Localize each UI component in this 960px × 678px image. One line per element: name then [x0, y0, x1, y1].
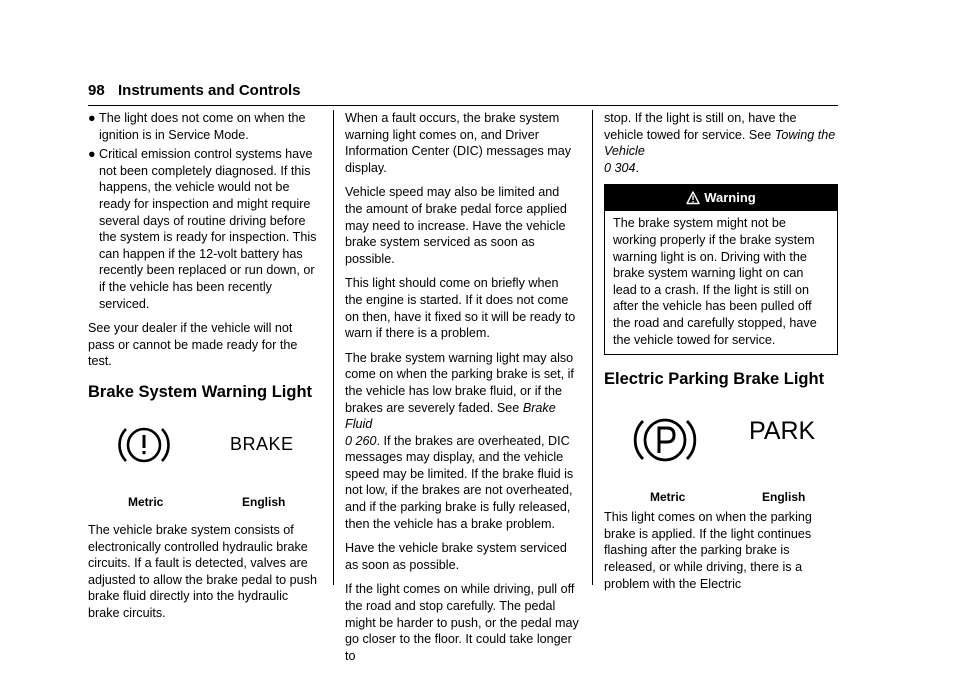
metric-label: Metric: [128, 494, 164, 509]
page-header: [88, 82, 838, 106]
brake-text-icon: BRAKE: [230, 433, 294, 454]
list-item: ● The light does not come on when the ignition is in Service Mode.: [88, 111, 306, 142]
warning-icon: [686, 191, 700, 205]
park-icon-row: [604, 399, 838, 509]
bullet-list: [88, 110, 320, 312]
paragraph: This light should come on briefly when the engine is started. If it does not come on then, have it fixed so it will be ready to warn if there is a problem.: [345, 276, 576, 341]
column-divider: [333, 110, 334, 585]
bullet-icon: ●: [88, 111, 96, 125]
paragraph: Vehicle speed may also be limited and the amount of brake pedal force applied may need to increase. Have the vehicle brake system serviced as soon as possible.: [345, 185, 567, 266]
page-ref-link[interactable]: 0 260: [345, 433, 377, 448]
brake-warning-icon: [116, 422, 172, 468]
warning-text: The brake system might not be working properly if the brake system warning light is on. Driving with the brake system warning light on can lead to a crash. If the light is still on after the vehicle has been pulled off the road and carefully stopped, have the vehicle towed for service.: [613, 216, 817, 347]
brake-icon-row: [88, 412, 320, 522]
column-2: [345, 110, 579, 672]
paragraph: This light comes on when the parking brake is applied. If the light continues flashing after the parking brake is released, or while driving, there is a problem with the Electric: [604, 510, 812, 591]
paragraph: The brake system warning light may also come on when the parking brake is set, if the vehicle has low brake fluid, or if the brakes are severely faded. See Brake Fluid 0 260. If the brakes are overheated, DIC messages may display, and the vehicle speed may be limited. If the brake fluid is not low, if the brakes are not overheated, and if the parking brake is fully released, then the vehicle has a brake problem.: [345, 350, 574, 531]
section-title: Instruments and Controls: [118, 82, 301, 99]
column-1: [88, 110, 320, 629]
warning-box: [604, 184, 838, 355]
section-heading: Electric Parking Brake Light: [604, 370, 825, 389]
paragraph: If the light comes on while driving, pull off the road and stop carefully. The pedal might be harder to push, or the pedal may go closer to the floor. It could take longer to: [345, 582, 579, 663]
park-text-icon: PARK: [749, 417, 816, 446]
english-label: English: [762, 490, 806, 505]
section-heading: Brake System Warning Light: [88, 382, 313, 401]
paragraph: stop. If the light is still on, have the vehicle towed for service. See Towing the Vehicle 0 304.: [604, 111, 836, 175]
column-divider: [592, 110, 593, 585]
warning-title: Warning: [704, 190, 756, 206]
column-3: [604, 110, 838, 600]
paragraph: See your dealer if the vehicle will not pass or cannot be made ready for the test.: [88, 321, 298, 369]
warning-header: [605, 185, 837, 211]
towing-link[interactable]: Towing the Vehicle: [604, 127, 836, 159]
list-item: ● Critical emission control systems have not been completely diagnosed. If this happens, the vehicle would not be ready for inspection and might require several days of routine driving before the system is ready for inspection. This can happen if the 12-volt battery has recently been replaced or run down, or if the vehicle has been recently serviced.: [88, 147, 317, 311]
paragraph: The vehicle brake system consists of electronically controlled hydraulic brake circuits. If a fault is detected, valves are adjusted to allow the brake pedal to push brake fluid directly into the hydraulic brake circuits.: [88, 522, 317, 620]
english-label: English: [242, 494, 286, 509]
page-number: 98: [88, 82, 105, 99]
metric-label: Metric: [650, 490, 686, 505]
bullet-icon: ●: [88, 147, 96, 162]
paragraph: When a fault occurs, the brake system warning light comes on, and Driver Information Center (DIC) messages may display.: [345, 111, 572, 175]
parking-brake-icon: [632, 413, 698, 467]
paragraph: Have the vehicle brake system serviced as soon as possible.: [345, 541, 567, 572]
brake-fluid-link[interactable]: Brake Fluid: [345, 400, 556, 432]
page-ref-link[interactable]: 0 304: [604, 160, 636, 175]
